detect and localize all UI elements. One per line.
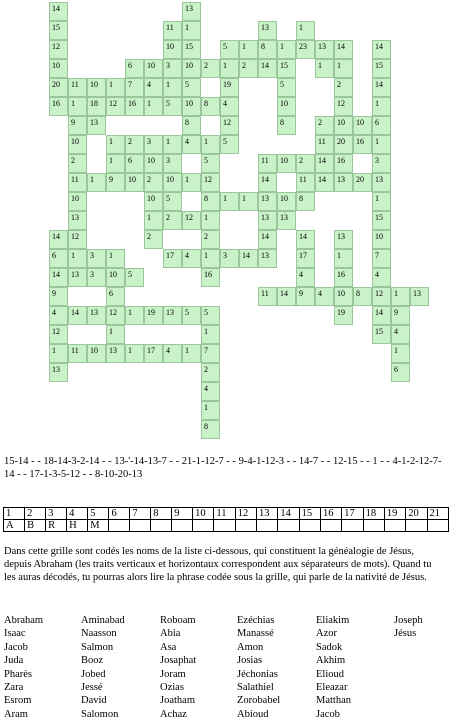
grid-cell[interactable]: 3	[163, 154, 182, 173]
grid-cell[interactable]: 10	[87, 78, 106, 97]
grid-cell[interactable]: 16	[353, 135, 372, 154]
decode-number-cell: 10	[193, 508, 214, 520]
grid-cell[interactable]: 6	[372, 116, 391, 135]
grid-cell[interactable]: 13	[258, 21, 277, 40]
grid-cell[interactable]: 5	[182, 78, 201, 97]
grid-cell[interactable]: 14	[49, 2, 68, 21]
genealogy-name: Akhim	[316, 655, 346, 667]
grid-cell[interactable]: 16	[125, 97, 144, 116]
grid-cell[interactable]: 5	[220, 40, 239, 59]
decode-letter-cell[interactable]	[384, 520, 405, 532]
grid-cell[interactable]: 15	[372, 59, 391, 78]
grid-cell[interactable]: 16	[334, 154, 353, 173]
genealogy-name: Jessé	[81, 682, 103, 694]
grid-cell[interactable]: 7	[372, 249, 391, 268]
grid-cell[interactable]: 17	[144, 344, 163, 363]
decode-number-cell: 13	[257, 508, 278, 520]
grid-cell[interactable]: 12	[201, 173, 220, 192]
genealogy-name: Jobed	[81, 668, 106, 680]
grid-cell[interactable]: 3	[87, 268, 106, 287]
genealogy-name: Abraham	[4, 615, 44, 626]
genealogy-name: Salmon	[81, 641, 114, 653]
grid-cell[interactable]: 11	[258, 287, 277, 306]
grid-cell[interactable]: 19	[334, 306, 353, 325]
grid-cell[interactable]: 10	[334, 287, 353, 306]
name-column	[81, 614, 161, 721]
grid-cell[interactable]: 6	[49, 249, 68, 268]
grid-cell[interactable]: 17	[296, 249, 315, 268]
grid-cell[interactable]: 11	[163, 21, 182, 40]
genealogy-name: Achaz	[160, 708, 187, 720]
genealogy-name: Jéchonias	[237, 668, 278, 680]
grid-cell[interactable]: 20	[334, 135, 353, 154]
grid-cell[interactable]: 14	[296, 230, 315, 249]
grid-cell[interactable]: 10	[144, 154, 163, 173]
grid-cell[interactable]: 1	[68, 97, 87, 116]
genealogy-name: Eleazar	[316, 682, 348, 694]
grid-cell[interactable]: 12	[334, 97, 353, 116]
decode-table	[3, 507, 449, 532]
grid-cell[interactable]: 1	[201, 211, 220, 230]
grid-cell[interactable]: 10	[125, 173, 144, 192]
name-column	[316, 614, 396, 721]
genealogy-name: Josaphat	[160, 655, 197, 667]
grid-cell[interactable]: 2	[201, 230, 220, 249]
grid-cell[interactable]: 6	[106, 287, 125, 306]
grid-cell[interactable]: 12	[372, 287, 391, 306]
grid-cell[interactable]: 4	[296, 268, 315, 287]
grid-cell[interactable]: 10	[49, 59, 68, 78]
grid-cell[interactable]: 5	[201, 306, 220, 325]
grid-cell[interactable]: 14	[277, 287, 296, 306]
decode-number-cell: 14	[278, 508, 299, 520]
grid-cell[interactable]: 3	[163, 59, 182, 78]
grid-cell[interactable]: 8	[182, 116, 201, 135]
grid-cell[interactable]: 2	[144, 230, 163, 249]
grid-cell[interactable]: 12	[106, 306, 125, 325]
grid-cell[interactable]: 13	[49, 363, 68, 382]
grid-cell[interactable]: 6	[125, 154, 144, 173]
grid-cell[interactable]: 13	[68, 268, 87, 287]
grid-cell[interactable]: 1	[201, 249, 220, 268]
grid-cell[interactable]: 1	[201, 401, 220, 420]
grid-cell[interactable]: 10	[277, 154, 296, 173]
grid-cell[interactable]: 15	[49, 21, 68, 40]
grid-cell[interactable]: 4	[372, 268, 391, 287]
grid-cell[interactable]: 4	[144, 78, 163, 97]
genealogy-name: Roboam	[160, 615, 196, 626]
name-column	[160, 614, 240, 721]
grid-cell[interactable]: 10	[182, 59, 201, 78]
decode-number-cell: 4	[67, 508, 88, 520]
grid-cell[interactable]: 8	[201, 192, 220, 211]
decode-letter-cell[interactable]: M	[88, 520, 109, 532]
decode-letter-cell[interactable]	[109, 520, 130, 532]
grid-cell[interactable]: 1	[87, 173, 106, 192]
genealogy-name: Matthan	[316, 695, 351, 707]
grid-cell[interactable]: 1	[106, 325, 125, 344]
grid-cell[interactable]: 1	[315, 59, 334, 78]
decode-letter-cell[interactable]	[363, 520, 384, 532]
grid-cell[interactable]: 13	[258, 192, 277, 211]
name-column	[4, 614, 84, 721]
grid-cell[interactable]: 8	[201, 420, 220, 439]
decode-number-cell: 7	[130, 508, 151, 520]
grid-cell[interactable]: 9	[68, 116, 87, 135]
grid-cell[interactable]: 11	[68, 78, 87, 97]
grid-cell[interactable]: 9	[49, 287, 68, 306]
grid-cell[interactable]: 20	[49, 78, 68, 97]
genealogy-name: Aminabad	[81, 615, 125, 626]
genealogy-name: Jacob	[316, 708, 340, 720]
grid-cell[interactable]: 15	[372, 325, 391, 344]
grid-cell[interactable]: 17	[163, 249, 182, 268]
grid-cell[interactable]: 2	[144, 173, 163, 192]
grid-cell[interactable]: 10	[353, 116, 372, 135]
grid-cell[interactable]: 1	[220, 59, 239, 78]
grid-cell[interactable]: 10	[106, 268, 125, 287]
grid-cell[interactable]: 16	[201, 268, 220, 287]
grid-cell[interactable]: 1	[163, 135, 182, 154]
grid-cell[interactable]: 1	[144, 211, 163, 230]
genealogy-name: David	[81, 695, 107, 707]
grid-cell[interactable]: 9	[391, 306, 410, 325]
grid-cell[interactable]: 10	[277, 97, 296, 116]
grid-cell[interactable]: 12	[182, 211, 201, 230]
decode-letter-cell[interactable]	[193, 520, 214, 532]
decode-number-cell: 1	[4, 508, 25, 520]
grid-cell[interactable]: 13	[68, 211, 87, 230]
grid-cell[interactable]: 5	[201, 154, 220, 173]
grid-cell[interactable]: 1	[182, 173, 201, 192]
genealogy-name: Abia	[160, 628, 181, 640]
decode-number-cell: 15	[299, 508, 320, 520]
grid-cell[interactable]: 14	[258, 230, 277, 249]
grid-cell[interactable]: 6	[125, 59, 144, 78]
grid-cell[interactable]: 12	[49, 325, 68, 344]
grid-cell[interactable]: 4	[163, 344, 182, 363]
grid-cell[interactable]: 10	[163, 40, 182, 59]
grid-cell[interactable]: 1	[182, 344, 201, 363]
grid-cell[interactable]: 1	[125, 306, 144, 325]
decode-letter-cell[interactable]	[130, 520, 151, 532]
grid-cell[interactable]: 14	[258, 59, 277, 78]
genealogy-name: Zara	[4, 682, 24, 694]
genealogy-name: Eliakim	[316, 615, 350, 626]
grid-cell[interactable]: 2	[125, 135, 144, 154]
grid-cell[interactable]: 1	[182, 21, 201, 40]
grid-cell[interactable]: 10	[87, 344, 106, 363]
decode-letter-cell[interactable]: A	[4, 520, 25, 532]
grid-cell[interactable]: 13	[277, 211, 296, 230]
grid-cell[interactable]: 1	[125, 344, 144, 363]
grid-cell[interactable]: 13	[334, 173, 353, 192]
decode-number-cell: 20	[406, 508, 427, 520]
grid-cell[interactable]: 8	[353, 287, 372, 306]
decode-letter-row	[4, 520, 449, 532]
genealogy-name: Abioud	[237, 708, 269, 720]
grid-cell[interactable]: 3	[87, 249, 106, 268]
grid-cell[interactable]: 14	[372, 40, 391, 59]
grid-cell[interactable]: 1	[334, 59, 353, 78]
grid-cell[interactable]: 9	[106, 173, 125, 192]
grid-cell[interactable]: 1	[296, 21, 315, 40]
genealogy-name: Naasson	[81, 628, 117, 640]
decode-letter-cell[interactable]	[299, 520, 320, 532]
genealogy-name: Jacob	[4, 641, 28, 653]
genealogy-name: Jésus	[394, 628, 417, 640]
decode-letter-cell[interactable]	[278, 520, 299, 532]
instructions-text: Dans cette grille sont codés les noms de la liste ci-dessous, qui constituent la généalogie de Jésus, depuis Abraham (les traits verticaux et horizontaux correspondent aux séparateurs de mots). Quand tu les auras décodés, tu pourras alors lire la phrase codée sous la grille, qui parle de la nativité de Jésus.	[4, 546, 432, 583]
grid-cell[interactable]: 11	[296, 173, 315, 192]
grid-cell[interactable]: 14	[315, 173, 334, 192]
grid-cell[interactable]: 1	[391, 344, 410, 363]
grid-cell[interactable]: 6	[391, 363, 410, 382]
grid-cell[interactable]: 14	[372, 306, 391, 325]
decode-letter-cell[interactable]	[235, 520, 256, 532]
decode-number-cell: 5	[88, 508, 109, 520]
grid-cell[interactable]: 1	[220, 192, 239, 211]
decode-number-cell: 19	[384, 508, 405, 520]
decode-letter-cell[interactable]	[406, 520, 427, 532]
genealogy-name: Booz	[81, 655, 104, 667]
grid-cell[interactable]: 23	[296, 40, 315, 59]
decode-number-cell: 8	[151, 508, 172, 520]
grid-cell[interactable]: 16	[49, 97, 68, 116]
grid-cell[interactable]: 10	[277, 192, 296, 211]
grid-cell[interactable]: 4	[315, 287, 334, 306]
grid-cell[interactable]: 2	[163, 211, 182, 230]
grid-cell[interactable]: 1	[106, 78, 125, 97]
grid-cell[interactable]: 1	[372, 135, 391, 154]
grid-cell[interactable]: 19	[144, 306, 163, 325]
genealogy-name: Josias	[237, 655, 263, 667]
grid-cell[interactable]: 13	[163, 306, 182, 325]
decode-letter-cell[interactable]	[151, 520, 172, 532]
decode-letter-cell[interactable]: B	[25, 520, 46, 532]
genealogy-name: Pharès	[4, 668, 32, 680]
grid-cell[interactable]: 1	[372, 97, 391, 116]
grid-cell[interactable]: 5	[220, 135, 239, 154]
grid-cell[interactable]: 10	[182, 97, 201, 116]
name-column	[237, 614, 317, 721]
grid-cell[interactable]: 11	[315, 135, 334, 154]
grid-cell[interactable]: 7	[201, 344, 220, 363]
grid-cell[interactable]: 14	[239, 249, 258, 268]
decode-letter-cell[interactable]	[257, 520, 278, 532]
decode-letter-cell[interactable]	[172, 520, 193, 532]
grid-cell[interactable]: 8	[201, 97, 220, 116]
grid-cell[interactable]: 2	[201, 59, 220, 78]
grid-cell[interactable]: 1	[334, 249, 353, 268]
genealogy-name: Joatham	[160, 695, 195, 707]
decode-number-cell: 6	[109, 508, 130, 520]
grid-cell[interactable]: 1	[106, 154, 125, 173]
grid-cell[interactable]: 2	[68, 154, 87, 173]
genealogy-name: Salathiel	[237, 682, 274, 694]
genealogy-name: Ozias	[160, 682, 184, 694]
grid-cell[interactable]: 13	[87, 306, 106, 325]
decode-number-cell: 21	[427, 508, 449, 520]
grid-cell[interactable]: 13	[372, 173, 391, 192]
grid-cell[interactable]: 14	[372, 78, 391, 97]
decode-letter-cell[interactable]	[320, 520, 341, 532]
grid-cell[interactable]: 10	[68, 192, 87, 211]
genealogy-name: Isaac	[4, 628, 26, 640]
grid-cell[interactable]: 3	[144, 135, 163, 154]
grid-cell[interactable]: 4	[182, 135, 201, 154]
decode-number-cell: 12	[235, 508, 256, 520]
decode-letter-cell[interactable]	[427, 520, 449, 532]
genealogy-name: Joram	[160, 668, 186, 680]
coded-sentence: 15-14 - - 18-14-3-2-14 - - 13-'-14-13-7 - - 21-1-12-7 - - 9-4-1-12-3 - - 14-7 - - 12-15 - - 1 - - 4-1-2-12-7-14 - - 17-1-3-5-12 - - 8-10-20-13	[4, 456, 442, 480]
grid-cell[interactable]: 5	[163, 97, 182, 116]
grid-cell[interactable]: 14	[49, 268, 68, 287]
grid-cell[interactable]: 13	[258, 211, 277, 230]
grid-cell[interactable]: 3	[372, 154, 391, 173]
decode-number-cell: 18	[363, 508, 384, 520]
genealogy-name: Azor	[316, 628, 337, 640]
grid-cell[interactable]: 4	[220, 97, 239, 116]
grid-cell[interactable]: 2	[334, 78, 353, 97]
decode-letter-cell[interactable]	[342, 520, 363, 532]
grid-cell[interactable]: 1	[144, 97, 163, 116]
decode-number-cell: 17	[342, 508, 363, 520]
grid-cell[interactable]: 18	[87, 97, 106, 116]
grid-cell[interactable]: 1	[163, 78, 182, 97]
grid-cell[interactable]: 3	[220, 249, 239, 268]
decode-number-cell: 16	[320, 508, 341, 520]
decode-number-cell: 3	[46, 508, 67, 520]
grid-cell[interactable]: 2	[239, 59, 258, 78]
genealogy-name: Manassé	[237, 628, 274, 640]
grid-cell[interactable]: 13	[258, 249, 277, 268]
grid-cell[interactable]: 2	[201, 363, 220, 382]
grid-cell[interactable]: 13	[106, 344, 125, 363]
genealogy-name: Sadok	[316, 641, 343, 653]
decode-letter-cell[interactable]: R	[46, 520, 67, 532]
genealogy-name: Aram	[4, 708, 28, 720]
grid-cell[interactable]: 10	[68, 135, 87, 154]
grid-cell[interactable]: 20	[353, 173, 372, 192]
grid-cell[interactable]: 5	[163, 192, 182, 211]
genealogy-name: Joseph	[394, 615, 423, 626]
grid-cell[interactable]: 2	[296, 154, 315, 173]
decode-number-cell: 11	[214, 508, 235, 520]
grid-cell[interactable]: 8	[277, 116, 296, 135]
grid-cell[interactable]: 10	[144, 192, 163, 211]
grid-cell[interactable]: 13	[87, 116, 106, 135]
decode-letter-cell[interactable]: H	[67, 520, 88, 532]
grid-cell[interactable]: 13	[315, 40, 334, 59]
grid-cell[interactable]: 1	[239, 40, 258, 59]
decode-number-cell: 2	[25, 508, 46, 520]
genealogy-name: Ezéchias	[237, 615, 275, 626]
genealogy-name: Salomon	[81, 708, 119, 720]
grid-cell[interactable]: 7	[125, 78, 144, 97]
grid-cell[interactable]: 8	[296, 192, 315, 211]
genealogy-name: Elioud	[316, 668, 344, 680]
grid-cell[interactable]: 12	[220, 116, 239, 135]
grid-cell[interactable]: 4	[49, 306, 68, 325]
grid-cell[interactable]: 10	[372, 230, 391, 249]
grid-cell[interactable]: 1	[277, 40, 296, 59]
decode-number-cell: 9	[172, 508, 193, 520]
grid-cell[interactable]: 1	[68, 249, 87, 268]
grid-cell[interactable]: 13	[334, 230, 353, 249]
grid-cell[interactable]: 11	[68, 344, 87, 363]
grid-cell[interactable]: 4	[182, 249, 201, 268]
grid-cell[interactable]: 5	[277, 78, 296, 97]
grid-cell[interactable]: 15	[372, 211, 391, 230]
grid-cell[interactable]: 8	[258, 40, 277, 59]
grid-cell[interactable]: 12	[49, 40, 68, 59]
grid-cell[interactable]: 1	[239, 192, 258, 211]
grid-cell[interactable]: 1	[201, 325, 220, 344]
grid-cell[interactable]: 1	[391, 287, 410, 306]
grid-cell[interactable]: 1	[201, 135, 220, 154]
grid-cell[interactable]: 12	[68, 230, 87, 249]
grid-cell[interactable]: 15	[277, 59, 296, 78]
genealogy-name: Esrom	[4, 695, 32, 707]
genealogy-name: Asa	[160, 641, 177, 653]
name-column	[394, 614, 449, 641]
grid-cell[interactable]: 1	[106, 249, 125, 268]
grid-cell[interactable]: 5	[182, 306, 201, 325]
grid-cell[interactable]: 14	[68, 306, 87, 325]
grid-cell[interactable]: 12	[106, 97, 125, 116]
grid-cell[interactable]: 10	[334, 116, 353, 135]
grid-cell[interactable]: 4	[201, 382, 220, 401]
grid-cell[interactable]: 14	[315, 154, 334, 173]
genealogy-name: Juda	[4, 655, 24, 667]
grid-cell[interactable]: 14	[49, 230, 68, 249]
decode-letter-cell[interactable]	[214, 520, 235, 532]
grid-cell[interactable]: 9	[296, 287, 315, 306]
grid-cell[interactable]: 13	[410, 287, 429, 306]
grid-cell[interactable]: 10	[144, 59, 163, 78]
grid-cell[interactable]: 1	[372, 192, 391, 211]
grid-cell[interactable]: 14	[258, 173, 277, 192]
genealogy-name: Zorobabel	[237, 695, 281, 707]
grid-cell[interactable]: 2	[315, 116, 334, 135]
grid-cell[interactable]: 5	[125, 268, 144, 287]
grid-cell[interactable]: 10	[163, 173, 182, 192]
grid-cell[interactable]: 13	[182, 2, 201, 21]
grid-cell[interactable]: 15	[182, 40, 201, 59]
grid-cell[interactable]: 1	[106, 135, 125, 154]
grid-cell[interactable]: 1	[49, 344, 68, 363]
genealogy-name: Amon	[237, 641, 264, 653]
decode-number-row	[4, 508, 449, 520]
grid-cell[interactable]: 14	[334, 40, 353, 59]
grid-cell[interactable]: 16	[334, 268, 353, 287]
grid-cell[interactable]: 19	[220, 78, 239, 97]
grid-cell[interactable]: 11	[68, 173, 87, 192]
grid-cell[interactable]: 11	[258, 154, 277, 173]
grid-cell[interactable]: 4	[391, 325, 410, 344]
